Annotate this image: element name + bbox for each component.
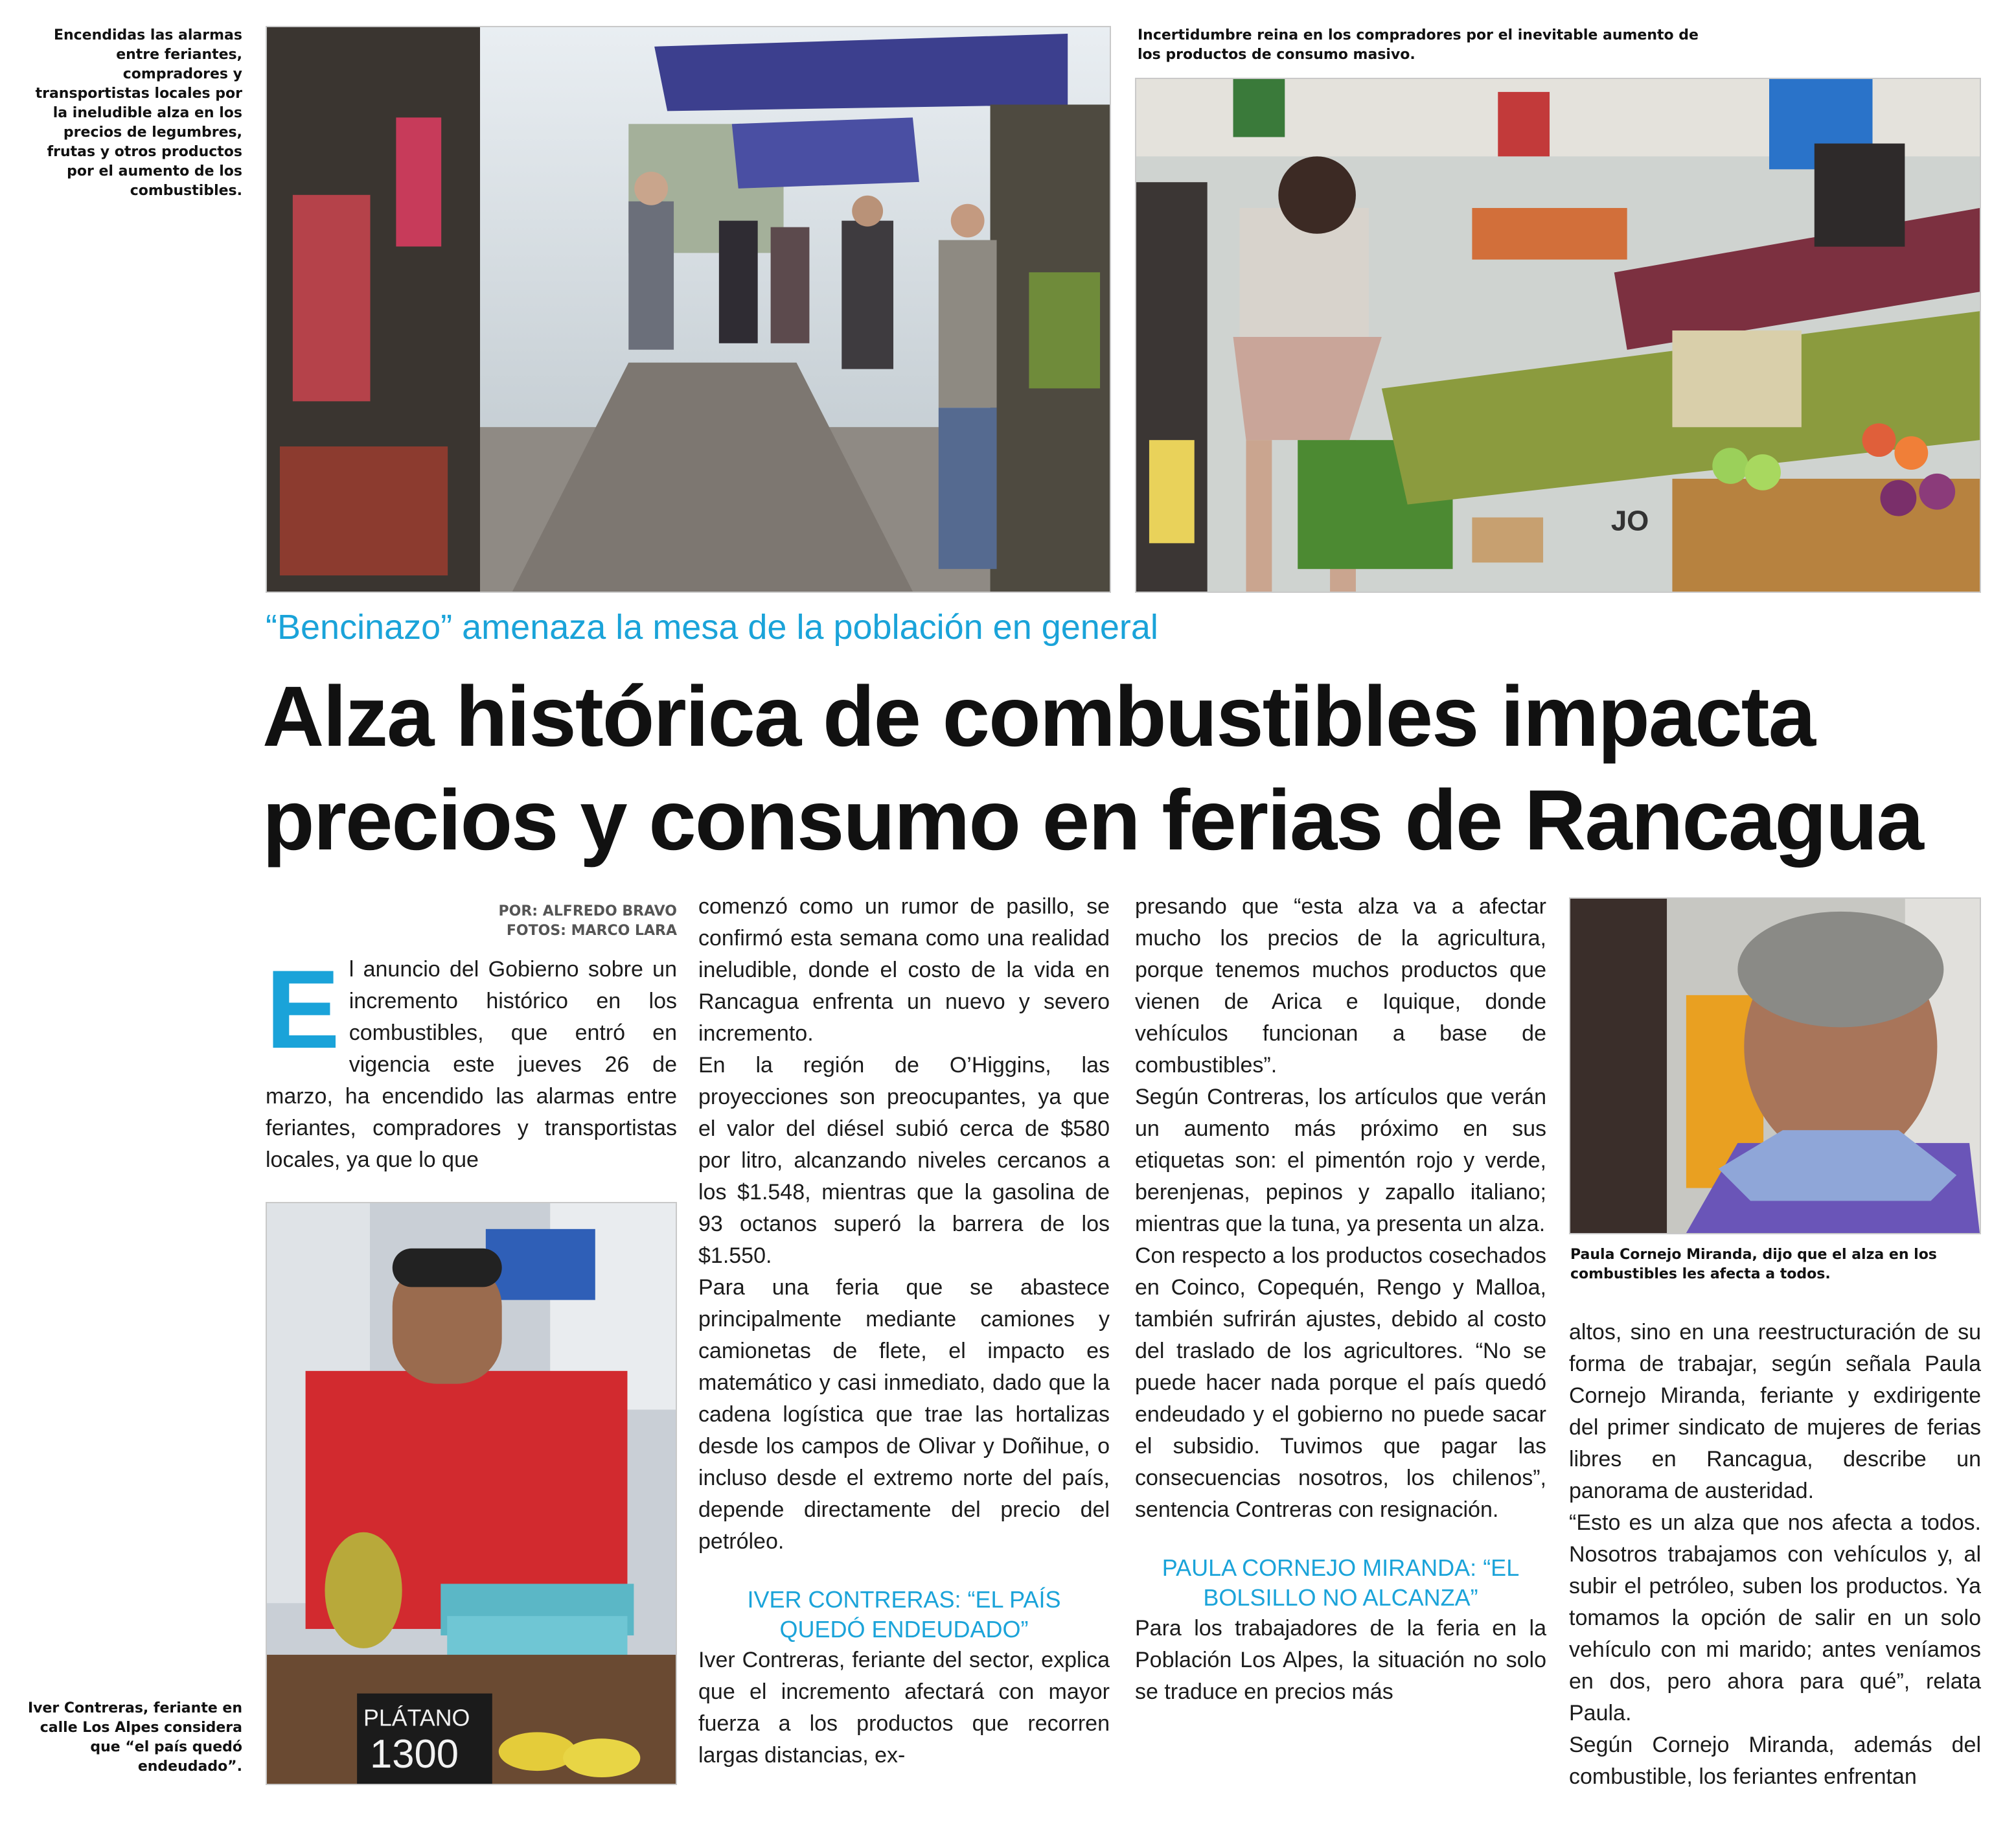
- photo-caption-iver: Iver Contreras, feriante en calle Los Alpes considera que “el país quedó endeudado”.: [27, 1700, 242, 1775]
- drop-cap: E: [266, 947, 340, 1072]
- kicker: “Bencinazo” amenaza la mesa de la población en general: [266, 608, 1158, 647]
- paragraph: Con respecto a los productos cosechados en Coinco, Copequén, Rengo y Malloa, también sufrirán ajustes, debido al costo del traslado de los agricultores. “No se puede hacer nada porque el país quedó endeudado y el gobierno no puede sacar el subsidio. Tuvimos que pagar las consecuencias nosotros, los chilenos”, sentencia Contreras con resignación.: [1135, 1243, 1546, 1522]
- paragraph: altos, sino en una reestructuración de su forma de trabajar, según señala Paula Cornejo Miranda, feriante y exdirigente del primer sindicato de mujeres de ferias libres en Rancagua, describe un panorama de austeridad.: [1569, 1320, 1981, 1503]
- photo-caption-market: Encendidas las alarmas entre feriantes, compradores y transportistas locales por la ineludible alza en los precios de legumbres, frutas y otros productos por el aumento de los combustibles.: [35, 27, 242, 199]
- byline-photos: FOTOS: MARCO LARA: [506, 923, 677, 939]
- article-column-4: [1569, 1317, 1981, 1793]
- article-column-3: [1135, 891, 1546, 1708]
- article-column-2: [698, 891, 1110, 1771]
- paragraph: Según Cornejo Miranda, además del combustible, los feriantes enfrentan: [1569, 1733, 1981, 1789]
- paragraph: presando que “esta alza va a afectar mucho los precios de la agricultura, porque tenemos muchos productos que vienen de Arica e Iquique, donde vehículos funcionan a base de combustibles”.: [1135, 894, 1546, 1078]
- produce-stall-photo: [1135, 78, 1981, 593]
- section-subhead: IVER CONTRERAS: “EL PAÍS QUEDÓ ENDEUDADO”: [747, 1586, 1061, 1643]
- headline-line-1: Alza histórica de combustibles impacta: [262, 669, 1815, 764]
- paragraph: Iver Contreras, feriante del sector, explica que el incremento afectará con mayor fuerza a los productos que recorren largas distancias, ex-: [698, 1648, 1110, 1768]
- byline-author: POR: ALFREDO BRAVO: [498, 903, 677, 919]
- paragraph: Para una feria que se abastece principalmente mediante camiones y camionetas de flete, el impacto es matemático y casi inmediato, dado que la cadena logística que trae las hortalizas desde los campos de Olivar y Doñihue, o incluso desde el extremo norte del país, depende directamente del precio del petróleo.: [698, 1275, 1110, 1554]
- byline: [266, 902, 677, 941]
- section-subhead: PAULA CORNEJO MIRANDA: “EL BOLSILLO NO ALCANZA”: [1162, 1554, 1520, 1611]
- paragraph: En la región de O’Higgins, las proyecciones son preocupantes, ya que el valor del diésel subió cerca de $580 por litro, alcanzando niveles cercanos a los $1.548, mientras que la gasolina de 93 octanos superó la barrera de los $1.550.: [698, 1053, 1110, 1268]
- market-street-photo: [266, 26, 1111, 593]
- sign-product: PLÁTANO: [363, 1705, 470, 1731]
- headline-line-2: precios y consumo en ferias de Rancagua: [262, 772, 1923, 868]
- iver-contreras-photo: [266, 1202, 677, 1785]
- paula-cornejo-photo: [1569, 897, 1981, 1234]
- paragraph: Según Contreras, los artículos que verán un aumento más próximo en sus etiquetas son: el pimentón rojo y verde, berenjenas, pepinos y zapallo italiano; mientras que la tuna, ya presenta un alza.: [1135, 1085, 1546, 1236]
- paragraph: “Esto es un alza que nos afecta a todos. Nosotros trabajamos con vehículos y, al subir el petróleo, suben los productos. Ya tomamos la opción de salir en un solo vehículo con mi marido; antes veníamos en dos, pero ahora para qué”, relata Paula.: [1569, 1510, 1981, 1725]
- crate-label: JO: [1610, 505, 1649, 537]
- photo-caption-paula: Paula Cornejo Miranda, dijo que el alza en los combustibles les afecta a todos.: [1570, 1247, 1937, 1282]
- paragraph: Para los trabajadores de la feria en la Población Los Alpes, la situación no solo se traduce en precios más: [1135, 1616, 1546, 1704]
- sign-price: 1300: [369, 1732, 459, 1777]
- photo-caption-buyers: Incertidumbre reina en los compradores por el inevitable aumento de los productos de consumo masivo.: [1138, 27, 1699, 63]
- paragraph: l anuncio del Gobierno sobre un incremento histórico en los combustibles, que entró en vigencia este jueves 26 de marzo, ha encendido las alarmas entre feriantes, compradores y transportistas locales, ya que lo que: [266, 957, 677, 1172]
- paragraph: comenzó como un rumor de pasillo, se confirmó esta semana como una realidad ineludible, donde el costo de la vida en Rancagua enfrenta un nuevo y severo incremento.: [698, 894, 1110, 1046]
- article-column-1: [266, 947, 677, 1176]
